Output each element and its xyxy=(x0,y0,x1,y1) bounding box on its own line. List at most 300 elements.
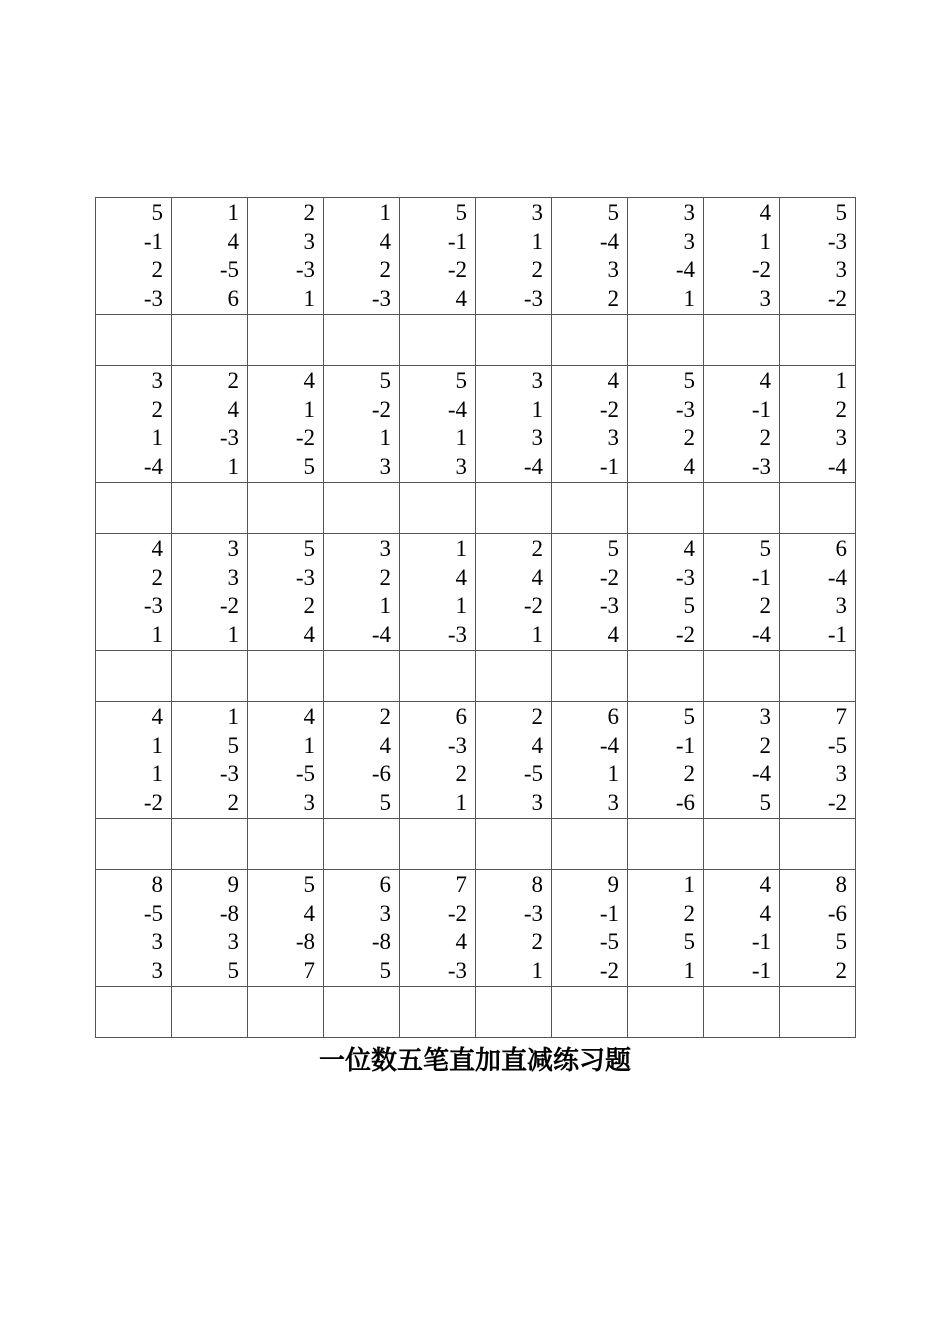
problem-number: 3 xyxy=(683,200,695,225)
problem-number: 3 xyxy=(303,228,315,254)
problem-number: 5 xyxy=(759,789,771,815)
problem-number: -3 xyxy=(295,564,315,590)
problem-cell xyxy=(324,870,400,987)
problem-number: 4 xyxy=(531,564,543,590)
problem-cell xyxy=(628,366,704,483)
answer-row xyxy=(96,651,856,702)
problem-number: 3 xyxy=(835,425,847,450)
problem-cell xyxy=(780,366,856,483)
problem-number: 1 xyxy=(379,200,391,225)
problem-cell xyxy=(400,870,476,987)
problem-number: 3 xyxy=(379,453,391,479)
answer-cell[interactable] xyxy=(552,315,628,366)
problem-cell xyxy=(400,534,476,651)
problem-number: 4 xyxy=(455,929,467,954)
problem-cell xyxy=(704,534,780,651)
problem-cell xyxy=(552,198,628,315)
problem-number: 6 xyxy=(835,536,847,561)
problem-cell xyxy=(628,870,704,987)
problem-number: -5 xyxy=(827,732,847,758)
answer-cell[interactable] xyxy=(476,315,552,366)
problem-number: 3 xyxy=(379,536,391,561)
problem-number: -3 xyxy=(827,228,847,254)
problem-number: -2 xyxy=(599,564,619,590)
problem-number: 1 xyxy=(683,872,695,897)
answer-cell[interactable] xyxy=(476,651,552,702)
problem-number: 1 xyxy=(151,425,163,450)
problem-number: 2 xyxy=(531,257,543,282)
answer-cell[interactable] xyxy=(324,315,400,366)
problem-cell xyxy=(476,702,552,819)
answer-cell[interactable] xyxy=(324,819,400,870)
answer-cell[interactable] xyxy=(96,651,172,702)
problem-number: -1 xyxy=(599,900,619,926)
problem-number: 5 xyxy=(683,368,695,393)
problem-number: -3 xyxy=(523,285,543,311)
problem-number: 5 xyxy=(835,200,847,225)
answer-cell[interactable] xyxy=(628,315,704,366)
problem-number: 2 xyxy=(151,396,163,422)
problem-cell xyxy=(172,702,248,819)
answer-cell[interactable] xyxy=(628,651,704,702)
answer-cell[interactable] xyxy=(780,819,856,870)
answer-cell[interactable] xyxy=(780,315,856,366)
problem-number: -1 xyxy=(675,732,695,758)
problem-number: 4 xyxy=(759,200,771,225)
problem-row xyxy=(96,870,856,987)
problem-number: -2 xyxy=(143,789,163,815)
problem-number: -4 xyxy=(371,621,391,647)
problem-number: 1 xyxy=(531,957,543,983)
problem-number: 1 xyxy=(531,228,543,254)
problem-cell xyxy=(628,534,704,651)
answer-cell[interactable] xyxy=(780,987,856,1038)
problem-row xyxy=(96,534,856,651)
problem-number: 4 xyxy=(531,732,543,758)
problem-number: -5 xyxy=(295,761,315,786)
problem-number: 5 xyxy=(379,957,391,983)
problem-number: 3 xyxy=(151,368,163,393)
problem-number: 4 xyxy=(759,368,771,393)
problem-cell xyxy=(324,702,400,819)
problem-number: -4 xyxy=(599,228,619,254)
problem-number: 3 xyxy=(683,228,695,254)
answer-row xyxy=(96,483,856,534)
problem-number: 2 xyxy=(759,732,771,758)
problem-cell xyxy=(324,366,400,483)
problem-number: 2 xyxy=(835,957,847,983)
answer-cell[interactable] xyxy=(96,819,172,870)
problem-number: 5 xyxy=(607,536,619,561)
problem-number: 1 xyxy=(531,621,543,647)
problem-number: 1 xyxy=(151,732,163,758)
problem-number: 6 xyxy=(455,704,467,729)
problem-number: -2 xyxy=(675,621,695,647)
problem-number: 1 xyxy=(303,396,315,422)
problem-number: 6 xyxy=(379,872,391,897)
problem-number: 5 xyxy=(303,453,315,479)
problem-number: -1 xyxy=(751,564,771,590)
problem-number: 4 xyxy=(607,368,619,393)
problem-cell xyxy=(248,198,324,315)
problem-number: -2 xyxy=(371,396,391,422)
problem-number: -1 xyxy=(751,396,771,422)
problem-number: 1 xyxy=(455,425,467,450)
answer-cell[interactable] xyxy=(476,483,552,534)
problem-number: 8 xyxy=(531,872,543,897)
problem-number: -5 xyxy=(143,900,163,926)
answer-cell[interactable] xyxy=(172,315,248,366)
problem-number: 2 xyxy=(531,536,543,561)
problem-number: 3 xyxy=(455,453,467,479)
exercise-grid xyxy=(95,197,856,1038)
problem-number: 3 xyxy=(759,704,771,729)
answer-cell[interactable] xyxy=(172,483,248,534)
answer-cell[interactable] xyxy=(324,483,400,534)
problem-cell xyxy=(476,534,552,651)
problem-cell xyxy=(96,534,172,651)
problem-number: -2 xyxy=(447,900,467,926)
problem-number: 4 xyxy=(683,536,695,561)
answer-cell[interactable] xyxy=(704,483,780,534)
problem-number: -5 xyxy=(599,929,619,954)
answer-cell[interactable] xyxy=(704,987,780,1038)
problem-number: -4 xyxy=(523,453,543,479)
problem-number: 3 xyxy=(531,368,543,393)
problem-number: -4 xyxy=(675,257,695,282)
problem-number: -2 xyxy=(599,957,619,983)
problem-number: 8 xyxy=(151,872,163,897)
answer-cell[interactable] xyxy=(400,987,476,1038)
problem-cell xyxy=(248,870,324,987)
problem-number: 1 xyxy=(151,621,163,647)
problem-cell xyxy=(552,366,628,483)
problem-number: -4 xyxy=(751,761,771,786)
problem-number: -4 xyxy=(143,453,163,479)
problem-number: -3 xyxy=(295,257,315,282)
problem-cell xyxy=(400,702,476,819)
problem-number: 4 xyxy=(455,564,467,590)
problem-number: -3 xyxy=(447,732,467,758)
problem-number: 6 xyxy=(607,704,619,729)
answer-cell[interactable] xyxy=(400,483,476,534)
problem-number: -3 xyxy=(751,453,771,479)
problem-number: 7 xyxy=(455,872,467,897)
problem-number: -8 xyxy=(295,929,315,954)
answer-cell[interactable] xyxy=(324,651,400,702)
problem-cell xyxy=(248,534,324,651)
answer-cell[interactable] xyxy=(704,651,780,702)
problem-number: 3 xyxy=(151,929,163,954)
problem-number: 5 xyxy=(683,929,695,954)
answer-cell[interactable] xyxy=(400,819,476,870)
problem-number: -4 xyxy=(827,564,847,590)
problem-row xyxy=(96,702,856,819)
problem-number: 3 xyxy=(151,957,163,983)
problem-number: -5 xyxy=(219,257,239,282)
answer-cell[interactable] xyxy=(400,651,476,702)
problem-number: 1 xyxy=(455,536,467,561)
answer-row xyxy=(96,315,856,366)
problem-number: 5 xyxy=(379,789,391,815)
problem-row xyxy=(96,198,856,315)
problem-number: 1 xyxy=(227,200,239,225)
problem-cell xyxy=(476,198,552,315)
problem-number: 3 xyxy=(531,789,543,815)
problem-cell xyxy=(96,366,172,483)
problem-number: 2 xyxy=(531,704,543,729)
exercise-grid-body xyxy=(96,198,856,1038)
answer-cell[interactable] xyxy=(96,315,172,366)
answer-cell[interactable] xyxy=(476,987,552,1038)
problem-cell xyxy=(96,702,172,819)
problem-cell xyxy=(324,534,400,651)
problem-number: 4 xyxy=(303,368,315,393)
problem-number: 3 xyxy=(607,425,619,450)
problem-number: 5 xyxy=(455,368,467,393)
problem-row xyxy=(96,366,856,483)
problem-cell xyxy=(780,534,856,651)
problem-number: 3 xyxy=(759,285,771,311)
problem-number: 1 xyxy=(455,593,467,618)
problem-number: 4 xyxy=(455,285,467,311)
problem-cell xyxy=(324,198,400,315)
answer-cell[interactable] xyxy=(704,819,780,870)
problem-number: 4 xyxy=(151,704,163,729)
problem-number: 2 xyxy=(227,368,239,393)
problem-cell xyxy=(704,198,780,315)
problem-cell xyxy=(172,198,248,315)
problem-number: 1 xyxy=(531,396,543,422)
answer-cell[interactable] xyxy=(324,987,400,1038)
problem-number: 2 xyxy=(379,257,391,282)
problem-number: -3 xyxy=(447,957,467,983)
problem-number: 5 xyxy=(303,536,315,561)
problem-number: 5 xyxy=(683,593,695,618)
answer-cell[interactable] xyxy=(476,819,552,870)
problem-number: -2 xyxy=(219,593,239,618)
answer-cell[interactable] xyxy=(96,987,172,1038)
problem-number: 1 xyxy=(227,621,239,647)
problem-number: -3 xyxy=(675,396,695,422)
problem-number: 3 xyxy=(835,761,847,786)
problem-cell xyxy=(552,534,628,651)
problem-number: 4 xyxy=(151,536,163,561)
problem-number: -4 xyxy=(447,396,467,422)
answer-cell[interactable] xyxy=(172,987,248,1038)
problem-cell xyxy=(628,198,704,315)
problem-number: -8 xyxy=(371,929,391,954)
problem-cell xyxy=(248,702,324,819)
problem-number: 2 xyxy=(151,257,163,282)
problem-cell xyxy=(96,870,172,987)
answer-cell[interactable] xyxy=(552,987,628,1038)
page-title: 一位数五笔直加直减练习题 xyxy=(318,1046,631,1076)
answer-row xyxy=(96,819,856,870)
answer-cell[interactable] xyxy=(780,651,856,702)
problem-cell xyxy=(552,870,628,987)
answer-cell[interactable] xyxy=(248,819,324,870)
problem-number: -1 xyxy=(447,228,467,254)
problem-number: 7 xyxy=(303,957,315,983)
problem-number: 5 xyxy=(303,872,315,897)
problem-number: -3 xyxy=(143,285,163,311)
problem-cell xyxy=(704,870,780,987)
problem-number: 4 xyxy=(227,396,239,422)
problem-number: 1 xyxy=(303,285,315,311)
answer-cell[interactable] xyxy=(248,987,324,1038)
problem-cell xyxy=(96,198,172,315)
problem-number: 2 xyxy=(379,564,391,590)
problem-number: -3 xyxy=(143,593,163,618)
problem-number: -2 xyxy=(751,257,771,282)
problem-number: -1 xyxy=(827,621,847,647)
problem-number: 3 xyxy=(227,929,239,954)
problem-number: 2 xyxy=(379,704,391,729)
problem-number: 4 xyxy=(303,900,315,926)
problem-cell xyxy=(704,702,780,819)
problem-number: -3 xyxy=(599,593,619,618)
answer-cell[interactable] xyxy=(704,315,780,366)
problem-cell xyxy=(172,534,248,651)
problem-number: 1 xyxy=(607,761,619,786)
problem-cell xyxy=(172,366,248,483)
problem-number: 8 xyxy=(835,872,847,897)
answer-cell[interactable] xyxy=(248,315,324,366)
problem-number: -3 xyxy=(219,761,239,786)
problem-cell xyxy=(552,702,628,819)
problem-number: 3 xyxy=(531,425,543,450)
problem-number: 1 xyxy=(227,704,239,729)
problem-cell xyxy=(628,702,704,819)
answer-cell[interactable] xyxy=(400,315,476,366)
problem-number: 2 xyxy=(303,593,315,618)
problem-number: 9 xyxy=(227,872,239,897)
answer-cell[interactable] xyxy=(628,483,704,534)
problem-number: -2 xyxy=(447,257,467,282)
problem-number: 4 xyxy=(303,704,315,729)
problem-number: -3 xyxy=(219,425,239,450)
problem-number: 2 xyxy=(227,789,239,815)
problem-cell xyxy=(476,870,552,987)
problem-number: 2 xyxy=(683,425,695,450)
problem-number: 3 xyxy=(227,564,239,590)
problem-number: 1 xyxy=(835,368,847,393)
answer-cell[interactable] xyxy=(96,483,172,534)
problem-number: 3 xyxy=(835,257,847,282)
problem-number: 2 xyxy=(303,200,315,225)
problem-number: 1 xyxy=(759,228,771,254)
problem-number: 4 xyxy=(683,453,695,479)
problem-number: -2 xyxy=(827,789,847,815)
problem-number: 3 xyxy=(227,536,239,561)
answer-cell[interactable] xyxy=(248,483,324,534)
problem-number: -6 xyxy=(827,900,847,926)
problem-number: -3 xyxy=(371,285,391,311)
answer-cell[interactable] xyxy=(552,819,628,870)
problem-number: 3 xyxy=(835,593,847,618)
problem-number: 1 xyxy=(683,957,695,983)
problem-number: 3 xyxy=(607,789,619,815)
problem-number: 3 xyxy=(303,789,315,815)
problem-number: -1 xyxy=(751,929,771,954)
problem-number: -2 xyxy=(827,285,847,311)
problem-cell xyxy=(704,366,780,483)
problem-cell xyxy=(780,702,856,819)
problem-number: -1 xyxy=(143,228,163,254)
problem-number: -3 xyxy=(523,900,543,926)
answer-cell[interactable] xyxy=(780,483,856,534)
problem-number: 1 xyxy=(379,425,391,450)
problem-number: 5 xyxy=(683,704,695,729)
problem-number: 4 xyxy=(607,621,619,647)
problem-number: -2 xyxy=(523,593,543,618)
problem-cell xyxy=(400,198,476,315)
problem-number: 4 xyxy=(379,732,391,758)
problem-cell xyxy=(248,366,324,483)
problem-cell xyxy=(400,366,476,483)
problem-number: 5 xyxy=(607,200,619,225)
problem-number: -6 xyxy=(371,761,391,786)
problem-number: 1 xyxy=(379,593,391,618)
answer-cell[interactable] xyxy=(552,651,628,702)
problem-number: 1 xyxy=(227,453,239,479)
problem-number: -3 xyxy=(675,564,695,590)
problem-number: 2 xyxy=(835,396,847,422)
problem-number: -4 xyxy=(827,453,847,479)
problem-cell xyxy=(780,870,856,987)
answer-cell[interactable] xyxy=(628,987,704,1038)
problem-cell xyxy=(780,198,856,315)
problem-number: -2 xyxy=(295,425,315,450)
problem-number: 2 xyxy=(759,425,771,450)
problem-number: 4 xyxy=(303,621,315,647)
problem-number: -1 xyxy=(599,453,619,479)
problem-number: 5 xyxy=(151,200,163,225)
problem-number: 5 xyxy=(379,368,391,393)
problem-number: 5 xyxy=(227,957,239,983)
problem-number: 3 xyxy=(531,200,543,225)
problem-number: 3 xyxy=(607,257,619,282)
answer-cell[interactable] xyxy=(172,819,248,870)
problem-number: -1 xyxy=(751,957,771,983)
problem-number: 2 xyxy=(607,285,619,311)
problem-number: 6 xyxy=(227,285,239,311)
problem-number: 3 xyxy=(379,900,391,926)
answer-cell[interactable] xyxy=(628,819,704,870)
problem-number: -2 xyxy=(599,396,619,422)
problem-number: 2 xyxy=(151,564,163,590)
problem-number: -5 xyxy=(523,761,543,786)
problem-number: 4 xyxy=(227,228,239,254)
problem-number: 5 xyxy=(759,536,771,561)
problem-cell xyxy=(476,366,552,483)
problem-number: 1 xyxy=(151,761,163,786)
answer-cell[interactable] xyxy=(552,483,628,534)
answer-cell[interactable] xyxy=(172,651,248,702)
problem-number: 1 xyxy=(303,732,315,758)
problem-number: 2 xyxy=(759,593,771,618)
problem-number: -4 xyxy=(599,732,619,758)
problem-number: 5 xyxy=(835,929,847,954)
answer-cell[interactable] xyxy=(248,651,324,702)
problem-number: 2 xyxy=(683,761,695,786)
problem-number: 1 xyxy=(683,285,695,311)
problem-number: -8 xyxy=(219,900,239,926)
answer-row xyxy=(96,987,856,1038)
problem-number: 5 xyxy=(455,200,467,225)
problem-number: 4 xyxy=(759,872,771,897)
